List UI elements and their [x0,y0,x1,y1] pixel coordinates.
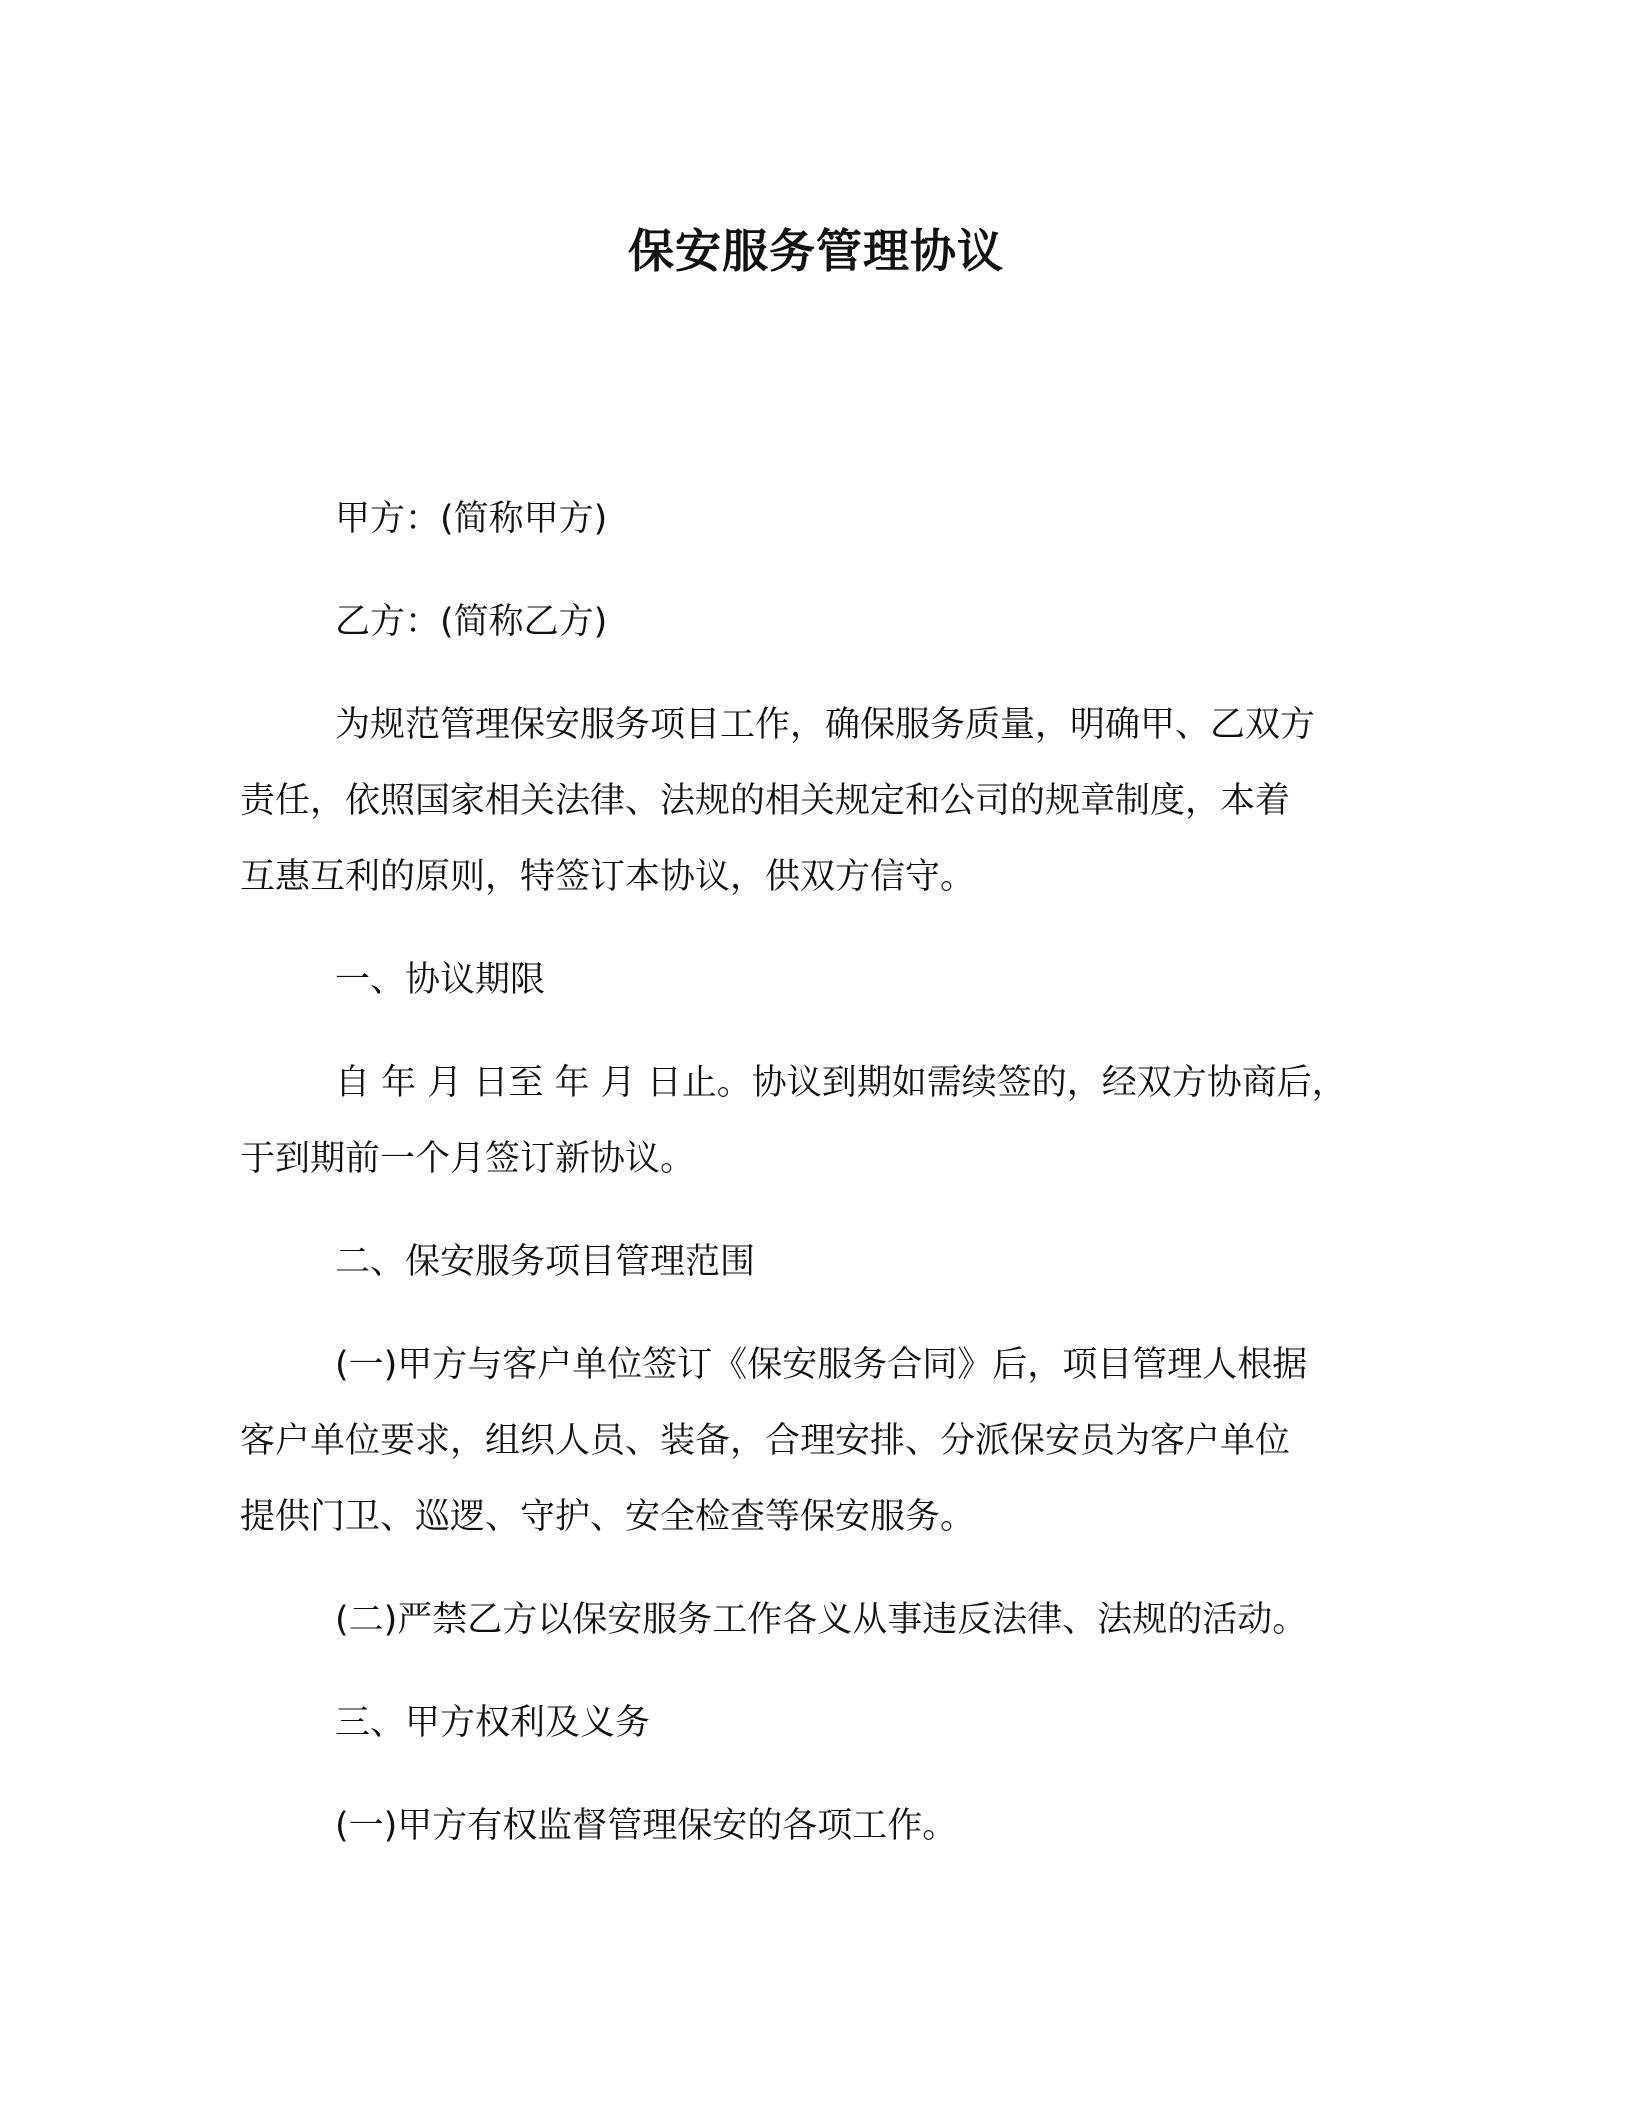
preamble-line-3: 互惠互利的原则，特签订本协议，供双方信守。 [240,857,976,897]
preamble-line-1: 为规范管理保安服务项目工作，确保服务质量，明确甲、乙双方 [335,705,1316,745]
section-2-item-1-line-2: 客户单位要求，组织人员、装备，合理安排、分派保安员为客户单位 [240,1421,1291,1461]
section-2-item-1-line-3: 提供门卫、巡逻、守护、安全检查等保安服务。 [240,1497,976,1537]
section-1-heading: 一、协议期限 [335,960,546,1000]
section-2-item-1-line-1: (一)甲方与客户单位签订《保安服务合同》后，项目管理人根据 [335,1345,1308,1385]
section-1-line-2: 于到期前一个月签订新协议。 [240,1139,696,1179]
section-1-line-1: 自 年 月 日至 年 月 日止。协议到期如需续签的，经双方协商后， [335,1063,1347,1103]
party-b-line: 乙方：(简称乙方) [335,602,608,642]
section-2-item-2: (二)严禁乙方以保安服务工作各义从事违反法律、法规的活动。 [335,1600,1308,1640]
preamble-line-2: 责任，依照国家相关法律、法规的相关规定和公司的规章制度，本着 [240,781,1291,821]
section-3-heading: 三、甲方权利及义务 [335,1703,651,1743]
document-title: 保安服务管理协议 [628,224,1004,278]
party-a-line: 甲方：(简称甲方) [335,499,608,539]
section-3-item-1: (一)甲方有权监督管理保安的各项工作。 [335,1806,958,1846]
section-2-heading: 二、保安服务项目管理范围 [335,1242,756,1282]
